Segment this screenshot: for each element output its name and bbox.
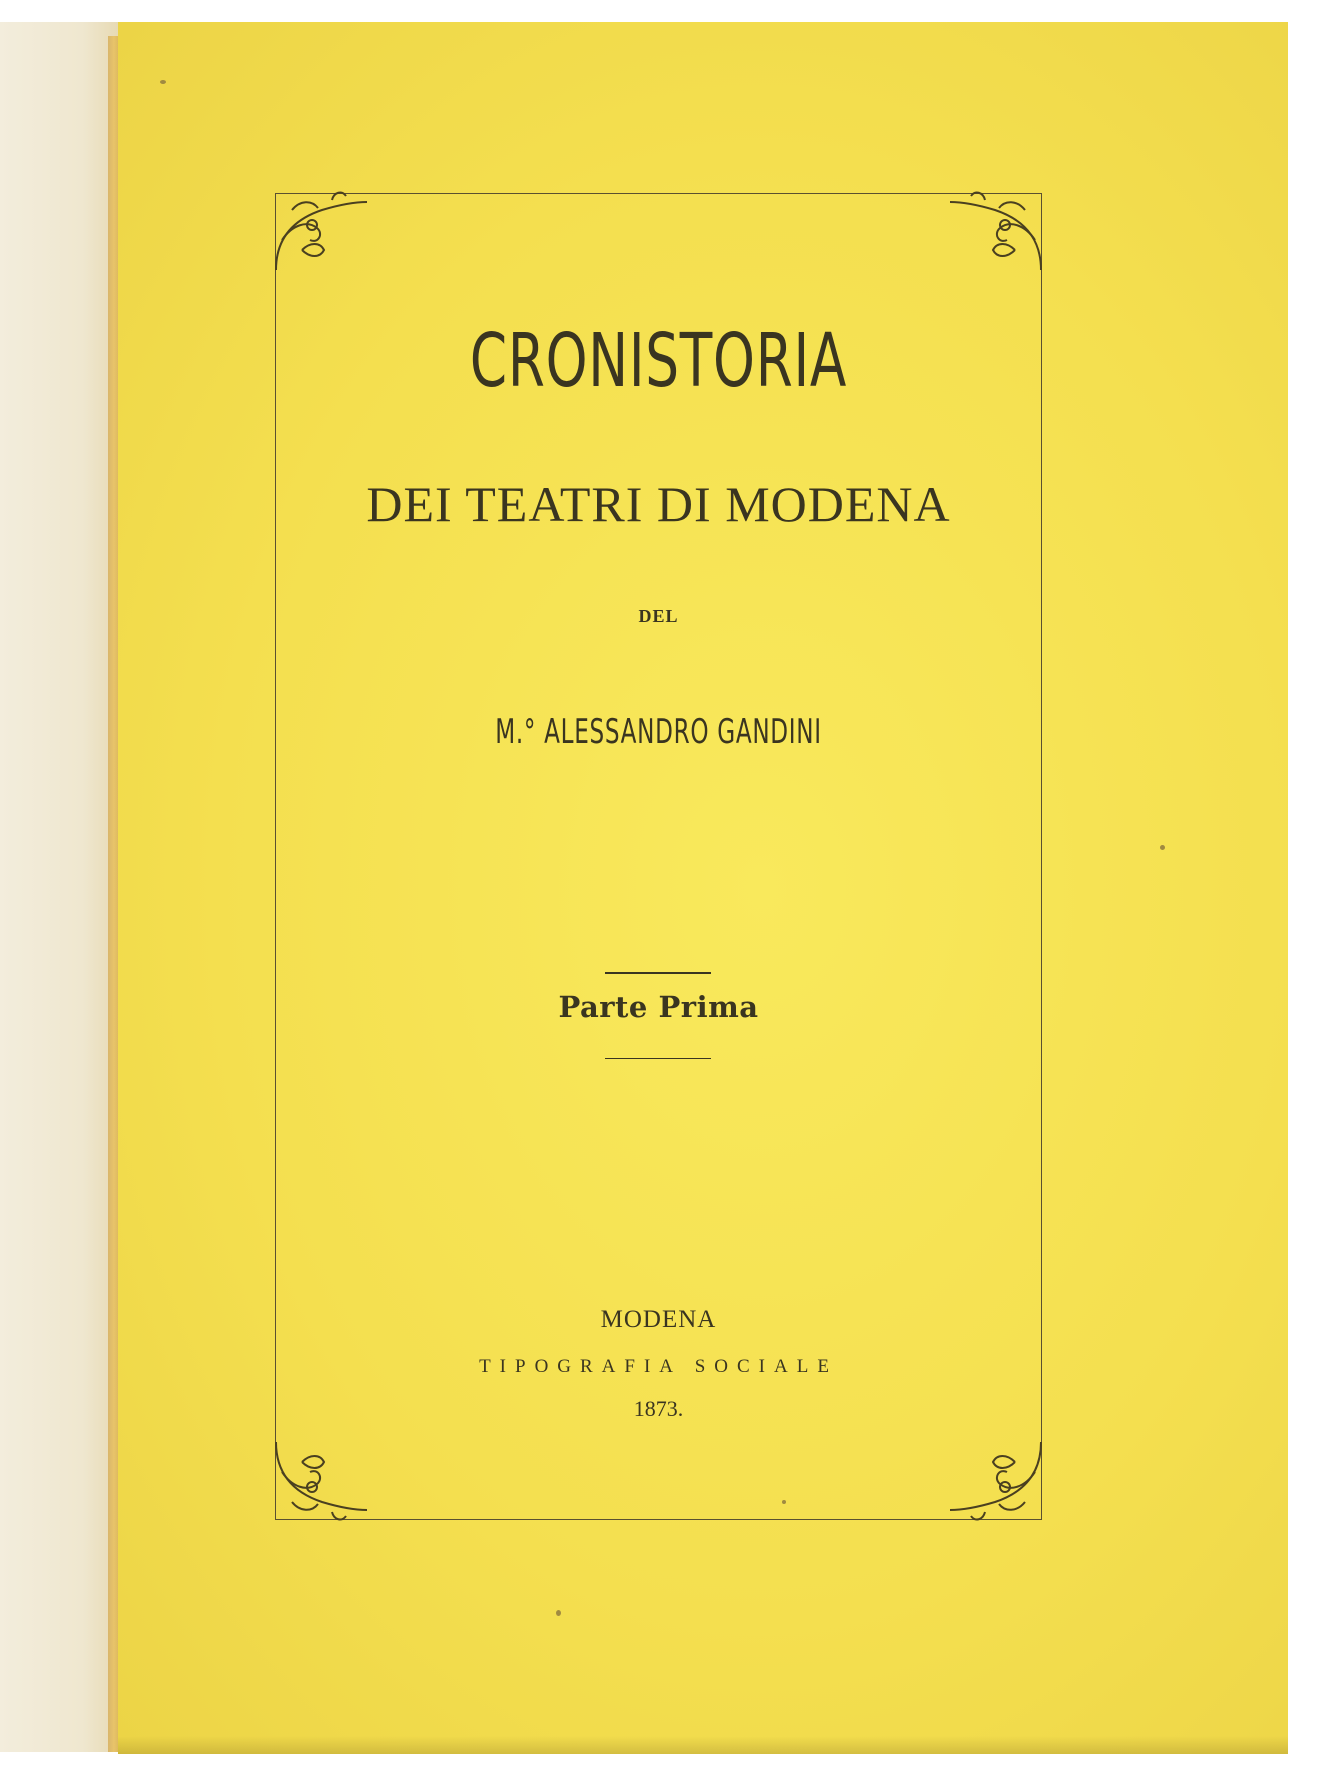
ornament-top-right-icon: [945, 180, 1055, 290]
ornament-bottom-left-icon: [262, 1422, 372, 1532]
rule-below-part: [605, 1058, 711, 1059]
book-title: CRONISTORIA: [469, 318, 848, 404]
paper-speck: [160, 80, 166, 84]
part-label: Parte Prima: [558, 990, 759, 1024]
rule-above-part: [605, 972, 711, 974]
spine-paper: [0, 22, 118, 1752]
printer-name: TIPOGRAFIA SOCIALE: [479, 1356, 838, 1377]
paper-speck: [1160, 845, 1165, 850]
ornament-bottom-right-icon: [945, 1422, 1055, 1532]
book-subtitle: DEI TEATRI DI MODENA: [366, 476, 951, 532]
cover-bottom-shadow: [118, 1736, 1288, 1754]
paper-speck: [556, 1610, 561, 1616]
ornament-top-left-icon: [262, 180, 372, 290]
paper-speck: [782, 1500, 786, 1504]
publication-year: 1873.: [633, 1396, 684, 1421]
author-name: M.° ALESSANDRO GANDINI: [495, 712, 822, 752]
publication-city: MODENA: [600, 1306, 717, 1333]
author-preposition: DEL: [638, 606, 679, 626]
